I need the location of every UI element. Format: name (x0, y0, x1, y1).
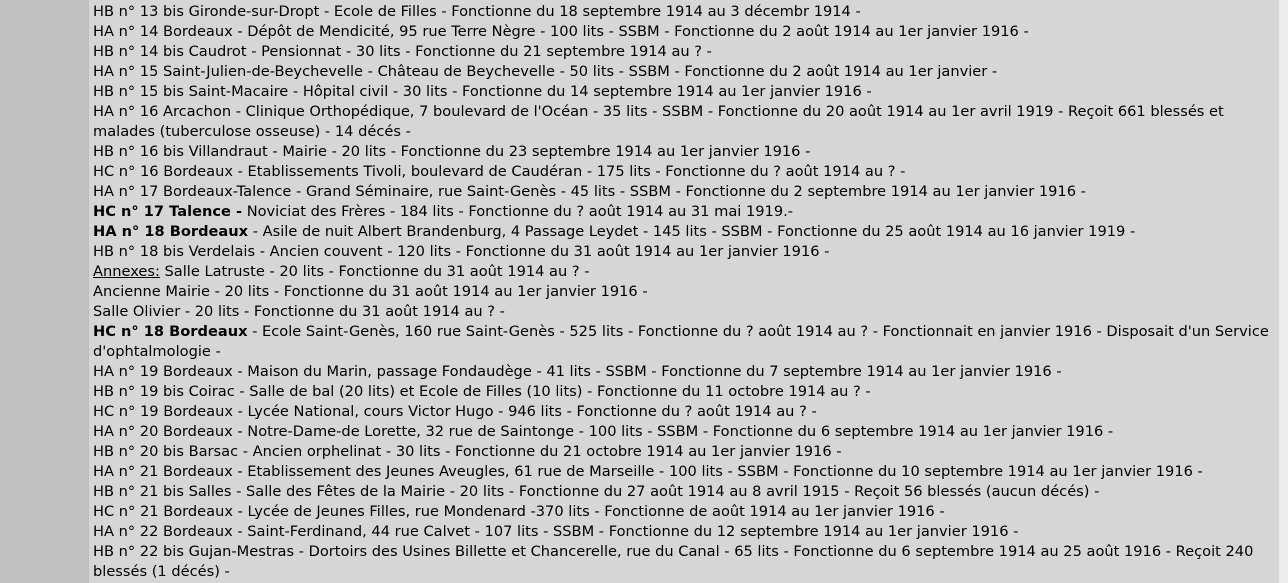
list-item (93, 22, 1276, 42)
entry-text: Noviciat des Frères - 184 lits - Fonctionne du ? août 1914 au 31 mai 1919.- (242, 203, 794, 220)
list-item (93, 322, 1276, 362)
entry-text: - Hôpital civil - 30 lits - Fonctionne du 14 septembre 1914 au 1er janvier 1916 - (288, 83, 872, 100)
entry-text: Ancienne Mairie - 20 lits - Fonctionne du 31 août 1914 au 1er janvier 1916 - (93, 283, 648, 300)
entry-lead: HB n° 19 bis Coirac (93, 383, 235, 400)
entry-text: - Ancien orphelinat - 30 lits - Fonctionne du 21 octobre 1914 au 1er janvier 1916 - (238, 443, 842, 460)
entry-lead: HC n° 16 Bordeaux (93, 163, 233, 180)
list-item (93, 262, 1276, 282)
entry-text: - Grand Séminaire, rue Saint-Genès - 45 lits - SSBM - Fonctionne du 2 septembre 1914 au 1er janvier 1916 - (291, 183, 1086, 200)
entry-text: - Lycée National, cours Victor Hugo - 946 lits - Fonctionne du ? août 1914 au ? - (232, 403, 817, 420)
hospital-list (93, 2, 1276, 582)
list-item (93, 522, 1276, 542)
list-item (93, 282, 1276, 302)
entry-text: - Salle des Fêtes de la Mairie - 20 lits - Fonctionne du 27 août 1914 au 8 avril 1915 - Reçoit 56 blessés (aucun décés) - (231, 483, 1100, 500)
entry-lead: HC n° 21 Bordeaux (93, 503, 233, 520)
entry-lead: HA n° 19 Bordeaux (93, 363, 233, 380)
list-item (93, 462, 1276, 482)
list-item (93, 82, 1276, 102)
entry-lead: HA n° 20 Bordeaux (93, 423, 233, 440)
list-item (93, 402, 1276, 422)
list-item (93, 162, 1276, 182)
list-item (93, 442, 1276, 462)
list-item (93, 62, 1276, 82)
entry-text: Salle Latruste - 20 lits - Fonctionne du 31 août 1914 au ? - (159, 263, 590, 280)
list-item (93, 422, 1276, 442)
annexes-label: Annexes: (93, 263, 160, 280)
entry-text: - Notre-Dame-de Lorette, 32 rue de Saintonge - 100 lits - SSBM - Fonctionne du 6 septembre 1914 au 1er janvier 1916 - (232, 423, 1114, 440)
entry-lead: HB n° 21 bis Salles (93, 483, 232, 500)
content-panel (88, 0, 1280, 583)
entry-lead: HB n° 13 bis Gironde-sur-Dropt (93, 3, 320, 20)
entry-text: - Clinique Orthopédique, 7 boulevard de l'Océan - 35 lits - SSBM - Fonctionne du 20 août 1914 au 1er avril 1919 - Reçoit 661 blessés et malades (tuberculose osseuse) - 14 décés - (93, 103, 1224, 140)
entry-lead: HA n° 18 Bordeaux (93, 223, 249, 240)
entry-lead: HB n° 15 bis Saint-Macaire (93, 83, 289, 100)
entry-lead: HA n° 15 Saint-Julien-de-Beychevelle (93, 63, 364, 80)
list-item (93, 242, 1276, 262)
entry-text: - Salle de bal (20 lits) et Ecole de Filles (10 lits) - Fonctionne du 11 octobre 1914 au ? - (234, 383, 871, 400)
left-margin (0, 0, 88, 583)
entry-text: - Lycée de Jeunes Filles, rue Mondenard -370 lits - Fonctionne de août 1914 au 1er janvier 1916 - (232, 503, 945, 520)
list-item (93, 42, 1276, 62)
entry-lead: HB n° 22 bis Gujan-Mestras (93, 543, 295, 560)
list-item (93, 2, 1276, 22)
entry-lead: HA n° 21 Bordeaux (93, 463, 233, 480)
list-item (93, 542, 1276, 582)
list-item (93, 202, 1276, 222)
entry-lead: HA n° 17 Bordeaux-Talence (93, 183, 292, 200)
entry-lead: HC n° 18 Bordeaux (93, 323, 248, 340)
entry-text: - Dortoirs des Usines Billette et Chancerelle, rue du Canal - 65 lits - Fonctionne du 6 septembre 1914 au 25 août 1916 - Reçoit 240 blessés (1 décés) - (93, 543, 1254, 580)
entry-text: - Pensionnat - 30 lits - Fonctionne du 21 septembre 1914 au ? - (246, 43, 712, 60)
list-item (93, 302, 1276, 322)
entry-text: - Mairie - 20 lits - Fonctionne du 23 septembre 1914 au 1er janvier 1916 - (267, 143, 811, 160)
entry-lead: HC n° 17 Talence - (93, 203, 243, 220)
entry-text: - Ancien couvent - 120 lits - Fonctionne du 31 août 1914 au 1er janvier 1916 - (255, 243, 830, 260)
entry-text: - Maison du Marin, passage Fondaudège - 41 lits - SSBM - Fonctionne du 7 septembre 1914 au 1er janvier 1916 - (232, 363, 1062, 380)
entry-lead: HA n° 14 Bordeaux (93, 23, 233, 40)
list-item (93, 222, 1276, 242)
right-margin (1279, 0, 1288, 583)
entry-text: - Asile de nuit Albert Brandenburg, 4 Passage Leydet - 145 lits - SSBM - Fonctionne du 25 août 1914 au 16 janvier 1919 - (248, 223, 1136, 240)
entry-text: - Etablissements Tivoli, boulevard de Caudéran - 175 lits - Fonctionne du ? août 1914 au ? - (232, 163, 906, 180)
entry-lead: HB n° 18 bis Verdelais (93, 243, 256, 260)
entry-lead: HB n° 14 bis Caudrot (93, 43, 247, 60)
entry-text: Salle Olivier - 20 lits - Fonctionne du 31 août 1914 au ? - (93, 303, 505, 320)
list-item (93, 182, 1276, 202)
list-item (93, 502, 1276, 522)
entry-lead: HB n° 20 bis Barsac (93, 443, 239, 460)
list-item (93, 102, 1276, 142)
entry-text: - Saint-Ferdinand, 44 rue Calvet - 107 lits - SSBM - Fonctionne du 12 septembre 1914 au 1er janvier 1916 - (232, 523, 1019, 540)
entry-lead: HA n° 16 Arcachon (93, 103, 232, 120)
list-item (93, 482, 1276, 502)
entry-text: - Dépôt de Mendicité, 95 rue Terre Nègre - 100 lits - SSBM - Fonctionne du 2 août 1914 au 1er janvier 1916 - (232, 23, 1029, 40)
list-item (93, 362, 1276, 382)
entry-text: - Ecole de Filles - Fonctionne du 18 septembre 1914 au 3 décembr 1914 - (319, 3, 861, 20)
list-item (93, 382, 1276, 402)
entry-text: - Etablissement des Jeunes Aveugles, 61 rue de Marseille - 100 lits - SSBM - Fonctionne du 10 septembre 1914 au 1er janvier 1916 - (232, 463, 1203, 480)
entry-lead: HB n° 16 bis Villandraut (93, 143, 268, 160)
list-item (93, 142, 1276, 162)
entry-text: - Château de Beychevelle - 50 lits - SSBM - Fonctionne du 2 août 1914 au 1er janvier - (363, 63, 998, 80)
entry-lead: HA n° 22 Bordeaux (93, 523, 233, 540)
entry-text: - Ecole Saint-Genès, 160 rue Saint-Genès - 525 lits - Fonctionne du ? août 1914 au ? - Fonctionnait en janvier 1916 - Disposait d'un Service d'ophtalmologie - (93, 323, 1269, 360)
entry-lead: HC n° 19 Bordeaux (93, 403, 233, 420)
